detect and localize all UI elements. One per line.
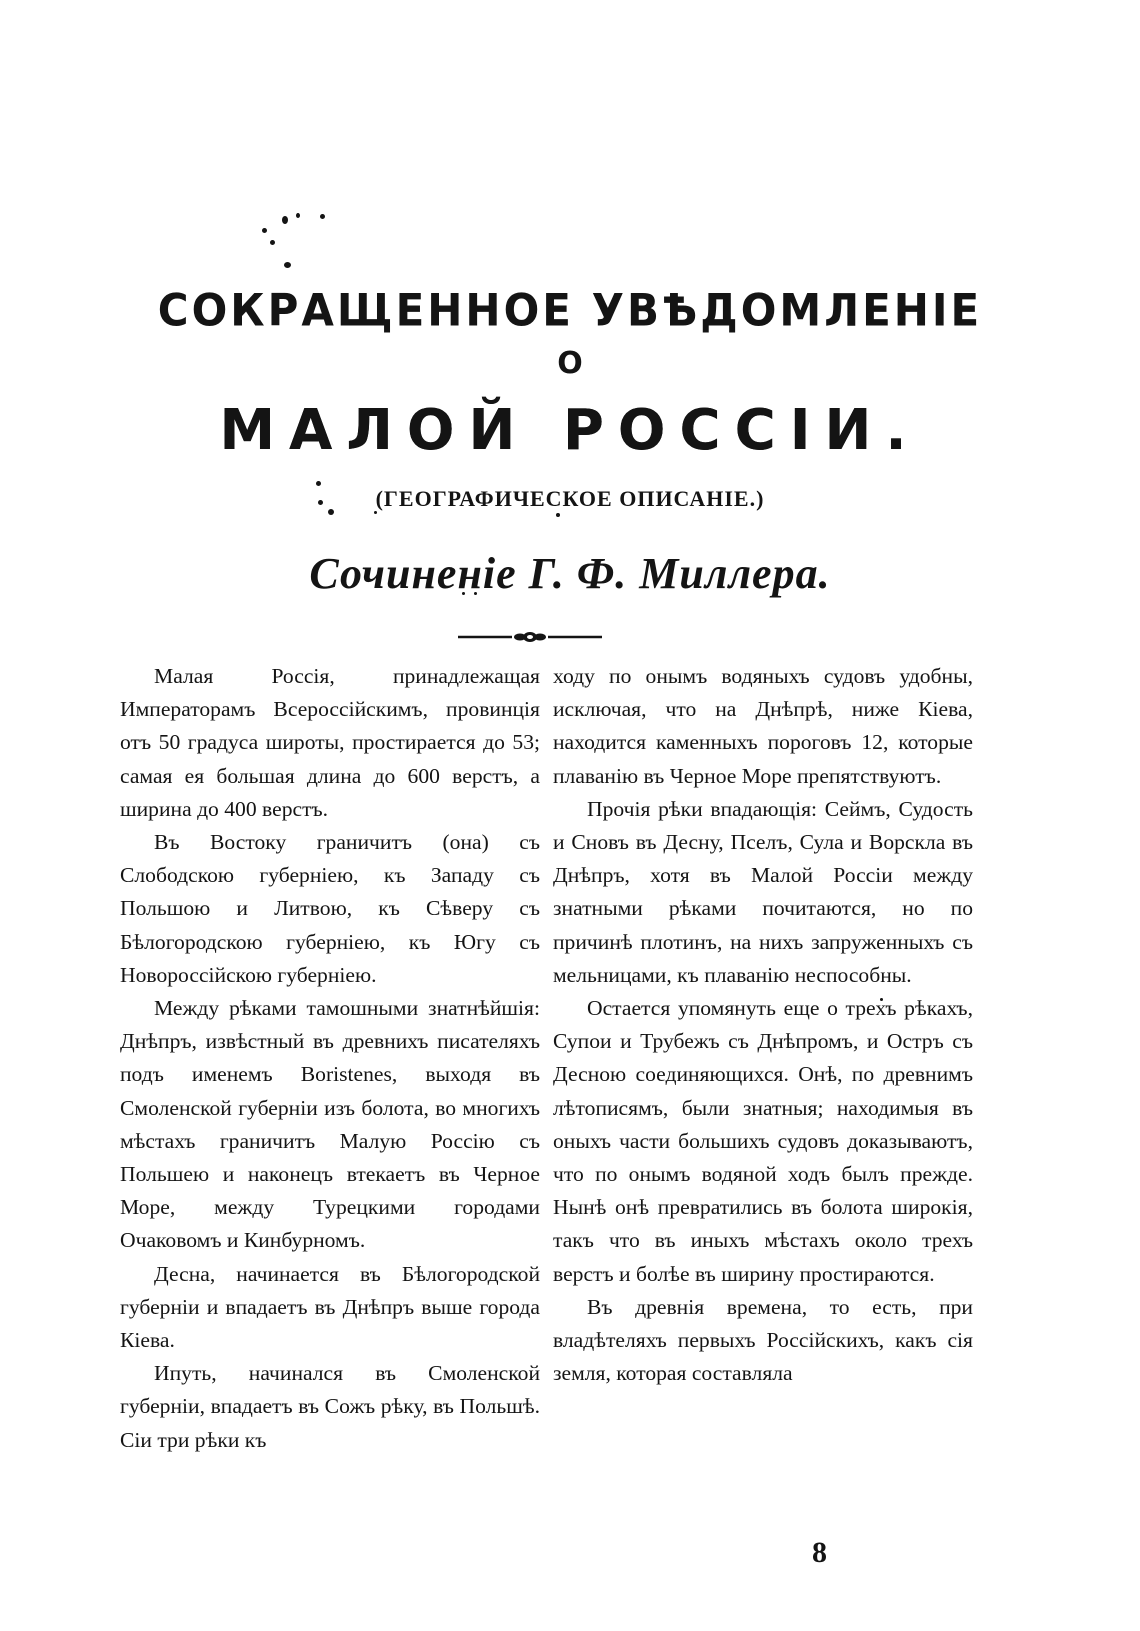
paragraph: Между рѣками тамошными знатнѣйшія: Днѣпръ, извѣстный въ древнихъ писателяхъ подъ именемъ Boristenes, выходя въ Смоленской губерніи изъ болота, во многихъ мѣстахъ граничитъ Малую Россію съ Польшею и наконецъ втекаетъ въ Черное Море, между Турецкими городами Очаковомъ и Кинбурномъ. [120,996,540,1253]
title-preposition: О [557,346,583,381]
paragraph: ходу по онымъ водяныхъ судовъ удобны, исключая, что на Днѣпрѣ, ниже Кіева, находится каменныхъ пороговъ 12, которые плаванію въ Черное Море препятствуютъ. [553,664,973,788]
print-speck [262,228,267,233]
subtitle: (ГЕОГРАФИЧЕСКОЕ ОПИСАНІЕ.) [375,486,765,511]
author-line: Сочиненіе Г. Ф. Миллера. [309,549,831,598]
paragraph: Въ древнія времена, то есть, при владѣтеляхъ первыхъ Россійскихъ, какъ сія земля, которая составляла [553,1294,973,1386]
paragraph: Десна, начинается въ Бѣлогородской губерніи и впадаетъ въ Днѣпръ выше города Кіева. [120,1261,540,1353]
page-number: 8 [812,1536,827,1569]
paragraph: Остается упомянуть еще о трехъ рѣкахъ, Супои и Трубежъ съ Днѣпромъ, и Остръ съ Десною соединяющихся. Онѣ, по древнимъ лѣтописямъ, были знатныя; находимыя въ оныхъ части большихъ судовъ доказываютъ, что по онымъ водяной ходъ былъ прежде. Нынѣ онѣ превратились въ болота широкія, такъ что въ иныхъ мѣстахъ около трехъ верстъ и болѣе въ ширину простираются. [553,996,973,1286]
text-column-left [120,660,540,1457]
paragraph: Въ Востоку граничитъ (она) съ Слободскою губерніею, къ Западу съ Польшою и Литвою, къ Сѣверу съ Бѣлогородскою губерніею, къ Югу съ Новороссійскою губерніею. [120,830,540,987]
title-subject: МАЛОЙ РОССІИ. [219,398,921,463]
page-title: СОКРАЩЕННОЕ УВѢДОМЛЕНІЕ [157,284,983,337]
paragraph: Прочія рѣки впадающія: Сеймъ, Судость и Сновъ въ Десну, Пселъ, Сула и Ворскла въ Днѣпръ, хотя въ Малой Россіи между знатными рѣками почитаются, но по причинѣ плотинъ, на нихъ запруженныхъ съ мельницами, къ плаванію неспособны. [553,796,973,987]
ornament-divider [458,630,602,644]
print-speck [296,213,300,218]
print-speck [320,214,325,219]
print-speck [556,513,560,517]
paragraph: Малая Россія, принадлежащая Императорамъ Всероссійскимъ, провинція отъ 50 градуса широты, простирается до 53; самая ея большая длина до 600 верстъ, а ширина до 400 верстъ. [120,664,540,821]
print-speck [270,240,275,245]
paragraph: Ипуть, начинался въ Смоленской губерніи, впадаетъ въ Сожъ рѣку, въ Польшѣ. Сіи три рѣки къ [120,1361,540,1452]
text-column-right [553,660,973,1390]
print-speck [284,262,291,268]
print-speck [282,216,288,224]
